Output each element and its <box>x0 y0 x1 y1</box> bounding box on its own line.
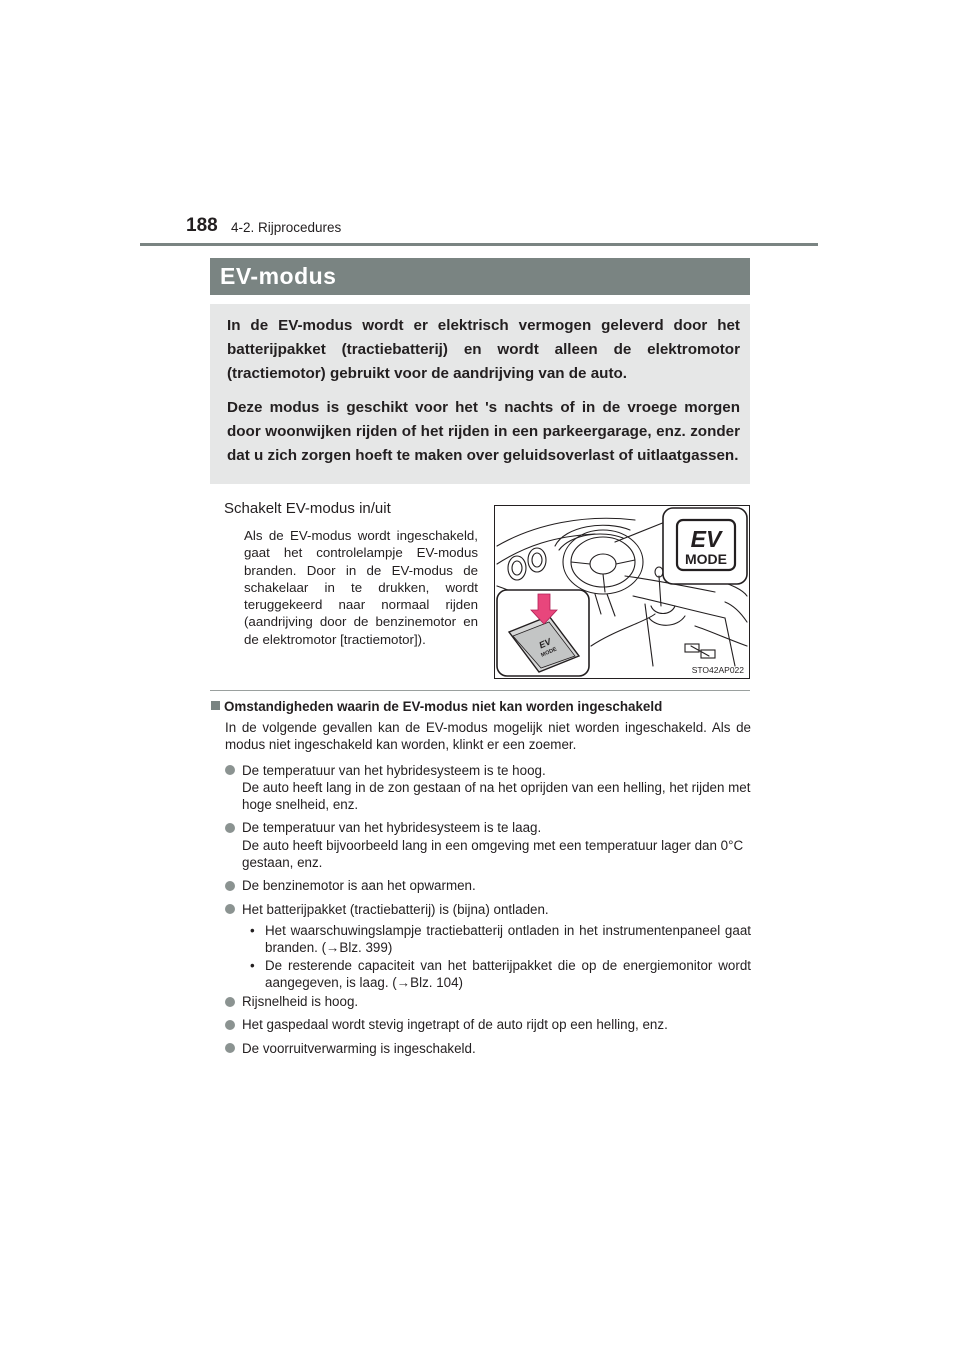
content-divider <box>210 690 750 691</box>
bullet-dot-icon <box>225 1020 235 1030</box>
figure-code: STO42AP022 <box>691 665 744 675</box>
list-item-text: De temperatuur van het hybridesysteem is te laag. <box>242 820 542 836</box>
list-item-text: Het batterijpakket (tractiebatterij) is (bijna) ontladen. <box>242 901 549 917</box>
sub-list-item-text: De resterende capaciteit van het batterijpakket die op de energiemonitor wordt aangegeven, is laag. (→Blz. 104) <box>265 957 751 990</box>
bullet-dot-icon <box>225 765 235 775</box>
list-item <box>225 993 751 1010</box>
ev-badge-text: EV <box>690 526 722 552</box>
list-item-text: De temperatuur van het hybridesysteem is te hoog. <box>242 762 546 778</box>
header-divider <box>140 243 818 246</box>
list-item-detail: De auto heeft lang in de zon gestaan of na het oprijden van een helling, het rijden met hoge snelheid, enz. <box>242 779 751 813</box>
list-item-detail: De auto heeft bijvoorbeeld lang in een omgeving met een temperatuur lager dan 0°C gestaan, enz. <box>242 837 744 871</box>
sub-list-item: • Het waarschuwingslampje tractiebatterij ontladen in het instrumentenpaneel gaat branden. (→Blz. 399) <box>250 922 751 956</box>
list-item <box>225 762 751 814</box>
list-item-text: Rijsnelheid is hoog. <box>242 994 359 1010</box>
list-item <box>225 901 751 991</box>
list-item-text: De voorruitverwarming is ingeschakeld. <box>242 1040 476 1056</box>
section-title: 4-2. Rijprocedures <box>231 220 342 235</box>
intro-box <box>210 304 750 484</box>
list-item-text: Het gaspedaal wordt stevig ingetrapt of de auto rijdt op een helling, enz. <box>242 1017 668 1033</box>
sub-list-item-text: Het waarschuwingslampje tractiebatterij ontladen in het instrumentenpaneel gaat branden. (→Blz. 399) <box>265 922 751 956</box>
list-item <box>225 819 751 871</box>
list-item <box>225 877 751 894</box>
switch-description: Als de EV-modus wordt ingeschakeld, gaat het controlelampje EV-modus branden. Door in de EV-modus de schakelaar in te drukken, wordt teruggekeerd naar normaal rijden (aandrijving door de benzinemotor en de elektromotor [tractiemotor]). <box>244 528 478 647</box>
list-item <box>225 1040 751 1057</box>
intro-paragraph-1: In de EV-modus wordt er elektrisch vermogen geleverd door het batterijpakket (tractiebatterij) en wordt alleen de elektromotor (tractiemotor) gebruikt voor de aandrijving van de auto. <box>227 317 740 382</box>
list-item-text: De benzinemotor is aan het opwarmen. <box>242 878 476 894</box>
bullet-dot-icon <box>225 823 235 833</box>
square-bullet-icon <box>211 701 220 710</box>
page-title: EV-modus <box>210 258 750 295</box>
subsection-heading <box>211 699 662 714</box>
ev-mode-switch-illustration <box>494 505 750 679</box>
bullet-dot-icon <box>225 881 235 891</box>
subsection-content <box>225 719 751 1063</box>
bullet-dot-icon <box>225 904 235 914</box>
list-item <box>225 1016 751 1033</box>
switch-label: Schakelt EV-modus in/uit <box>224 500 391 517</box>
sub-list-item: • De resterende capaciteit van het batterijpakket die op de energiemonitor wordt aangegeven, is laag. (→Blz. 104) <box>250 957 751 990</box>
switch-mode-text: MODE <box>540 646 558 659</box>
subsection-heading-text: Omstandigheden waarin de EV-modus niet kan worden ingeschakeld <box>224 699 663 714</box>
bullet-dot-icon <box>225 997 235 1007</box>
intro-paragraph-2: Deze modus is geschikt voor het 's nachts of in de vroege morgen door woonwijken rijden of het rijden in een parkeergarage, enz. zonder dat u zich zorgen hoeft te maken over geluidsoverlast of uitlaatgassen. <box>227 399 740 464</box>
page-number: 188 <box>186 215 218 236</box>
switch-ev-text: EV <box>537 636 553 651</box>
dashboard-drawing <box>495 506 749 678</box>
subsection-intro: In de volgende gevallen kan de EV-modus mogelijk niet worden ingeschakeld. Als de modus niet ingeschakeld kan worden, klinkt er een zoemer. <box>225 720 751 753</box>
mode-badge-text: MODE <box>685 551 727 567</box>
bullet-dot-icon <box>225 1043 235 1053</box>
